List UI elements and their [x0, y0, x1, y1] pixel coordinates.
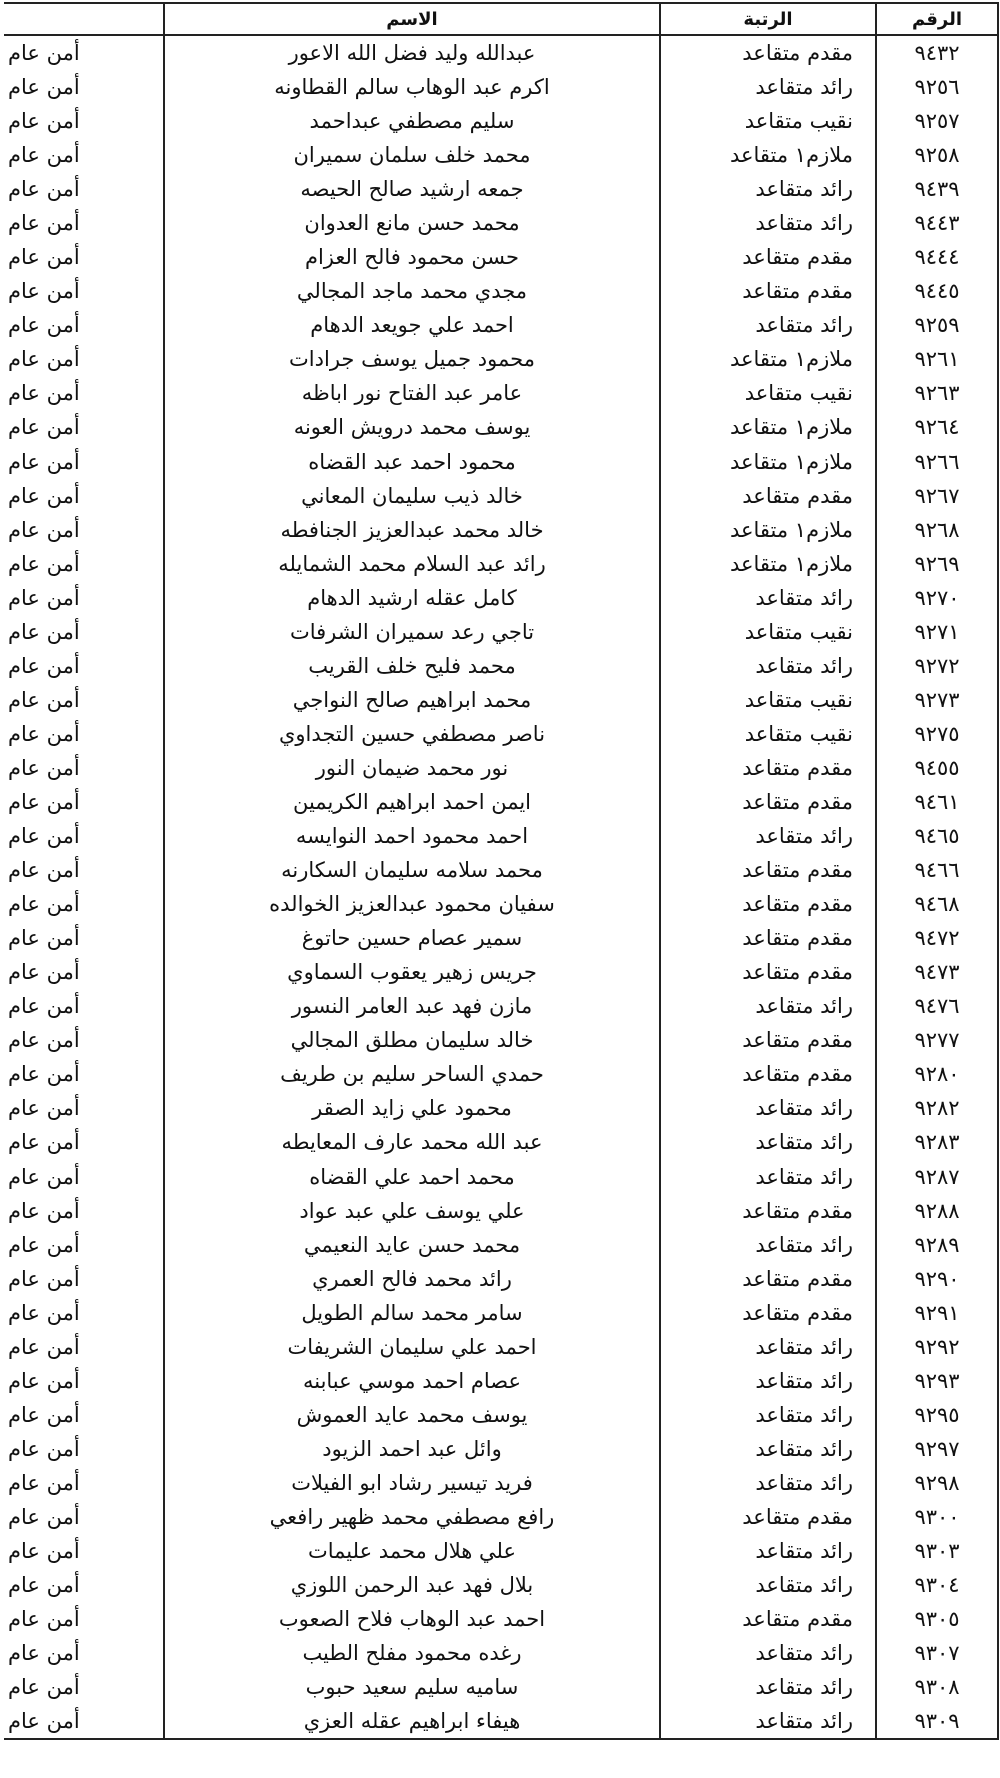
row-name: حسن محمود فالح العزام [164, 240, 660, 274]
row-rank: رائد متقاعد [660, 206, 876, 240]
row-rank: نقيب متقاعد [660, 376, 876, 410]
row-number: ٩٢٧٢ [876, 649, 998, 683]
table-row [4, 479, 998, 513]
table-row [4, 410, 998, 444]
row-number: ٩٤٦٨ [876, 887, 998, 921]
table-row [4, 1534, 998, 1568]
row-number: ٩٤٤٤ [876, 240, 998, 274]
row-number: ٩٢٥٩ [876, 308, 998, 342]
row-department: أمن عام [4, 955, 164, 989]
row-department: أمن عام [4, 683, 164, 717]
header-department [4, 3, 164, 35]
row-department: أمن عام [4, 342, 164, 376]
row-number: ٩٢٩٢ [876, 1330, 998, 1364]
header-number: الرقم [876, 3, 998, 35]
row-department: أمن عام [4, 1568, 164, 1602]
row-number: ٩٢٩٠ [876, 1262, 998, 1296]
row-name: رافع مصطفي محمد ظهير رافعي [164, 1500, 660, 1534]
table-row [4, 1398, 998, 1432]
row-number: ٩٣٠٣ [876, 1534, 998, 1568]
row-name: خالد ذيب سليمان المعاني [164, 479, 660, 513]
row-rank: مقدم متقاعد [660, 479, 876, 513]
row-rank: مقدم متقاعد [660, 921, 876, 955]
table-row [4, 921, 998, 955]
row-department: أمن عام [4, 547, 164, 581]
row-number: ٩٣٠٥ [876, 1602, 998, 1636]
table-row [4, 274, 998, 308]
row-department: أمن عام [4, 1398, 164, 1432]
table-header [4, 3, 998, 35]
row-rank: رائد متقاعد [660, 308, 876, 342]
row-number: ٩٣٠٨ [876, 1670, 998, 1704]
row-department: أمن عام [4, 1296, 164, 1330]
table-row [4, 1670, 998, 1704]
row-rank: ملازم١ متقاعد [660, 138, 876, 172]
row-rank: رائد متقاعد [660, 1636, 876, 1670]
row-number: ٩٢٧٠ [876, 581, 998, 615]
row-rank: رائد متقاعد [660, 1568, 876, 1602]
row-number: ٩٢٨٧ [876, 1160, 998, 1194]
row-rank: رائد متقاعد [660, 1091, 876, 1125]
table-row [4, 104, 998, 138]
table-row [4, 819, 998, 853]
row-name: محمد فليح خلف القريب [164, 649, 660, 683]
row-department: أمن عام [4, 1670, 164, 1704]
row-department: أمن عام [4, 1057, 164, 1091]
table-row [4, 581, 998, 615]
table-row [4, 308, 998, 342]
row-rank: ملازم١ متقاعد [660, 342, 876, 376]
row-number: ٩٢٦١ [876, 342, 998, 376]
table-row [4, 513, 998, 547]
row-name: سفيان محمود عبدالعزيز الخوالده [164, 887, 660, 921]
table-row [4, 138, 998, 172]
row-department: أمن عام [4, 376, 164, 410]
personnel-table [4, 2, 999, 1740]
row-rank: رائد متقاعد [660, 1228, 876, 1262]
row-rank: مقدم متقاعد [660, 240, 876, 274]
table-row [4, 615, 998, 649]
row-department: أمن عام [4, 513, 164, 547]
row-name: رائد عبد السلام محمد الشمايله [164, 547, 660, 581]
row-rank: مقدم متقاعد [660, 853, 876, 887]
row-rank: مقدم متقاعد [660, 1262, 876, 1296]
table-row [4, 1262, 998, 1296]
row-rank: رائد متقاعد [660, 1160, 876, 1194]
row-name: عبدالله وليد فضل الله الاعور [164, 35, 660, 70]
row-department: أمن عام [4, 1704, 164, 1739]
row-name: وائل عبد احمد الزيود [164, 1432, 660, 1466]
table-row [4, 1636, 998, 1670]
row-department: أمن عام [4, 35, 164, 70]
row-name: نور محمد ضيمان النور [164, 751, 660, 785]
row-department: أمن عام [4, 751, 164, 785]
row-department: أمن عام [4, 70, 164, 104]
row-department: أمن عام [4, 138, 164, 172]
row-name: محمد حسن مانع العدوان [164, 206, 660, 240]
row-department: أمن عام [4, 785, 164, 819]
row-rank: نقيب متقاعد [660, 615, 876, 649]
row-rank: رائد متقاعد [660, 1398, 876, 1432]
row-department: أمن عام [4, 1091, 164, 1125]
row-rank: ملازم١ متقاعد [660, 547, 876, 581]
row-rank: رائد متقاعد [660, 1432, 876, 1466]
row-department: أمن عام [4, 1125, 164, 1159]
row-rank: ملازم١ متقاعد [660, 445, 876, 479]
row-number: ٩٢٨٨ [876, 1194, 998, 1228]
row-rank: رائد متقاعد [660, 1125, 876, 1159]
row-rank: مقدم متقاعد [660, 1057, 876, 1091]
row-rank: رائد متقاعد [660, 1670, 876, 1704]
row-name: احمد عبد الوهاب فلاح الصعوب [164, 1602, 660, 1636]
row-number: ٩٢٩٧ [876, 1432, 998, 1466]
row-name: رائد محمد فالح العمري [164, 1262, 660, 1296]
row-name: محمد خلف سلمان سميران [164, 138, 660, 172]
row-department: أمن عام [4, 1228, 164, 1262]
row-department: أمن عام [4, 1602, 164, 1636]
row-number: ٩٤٦٦ [876, 853, 998, 887]
row-number: ٩٢٩١ [876, 1296, 998, 1330]
row-name: جمعه ارشيد صالح الحيصه [164, 172, 660, 206]
row-rank: رائد متقاعد [660, 172, 876, 206]
row-department: أمن عام [4, 1194, 164, 1228]
row-number: ٩٤٤٥ [876, 274, 998, 308]
row-rank: نقيب متقاعد [660, 104, 876, 138]
row-name: احمد علي جويعد الدهام [164, 308, 660, 342]
row-department: أمن عام [4, 615, 164, 649]
row-name: عبد الله محمد عارف المعايطه [164, 1125, 660, 1159]
row-name: احمد علي سليمان الشريفات [164, 1330, 660, 1364]
row-number: ٩٢٩٥ [876, 1398, 998, 1432]
row-department: أمن عام [4, 479, 164, 513]
row-number: ٩٤٦١ [876, 785, 998, 819]
row-name: علي هلال محمد عليمات [164, 1534, 660, 1568]
row-department: أمن عام [4, 410, 164, 444]
row-number: ٩٢٩٣ [876, 1364, 998, 1398]
row-name: جريس زهير يعقوب السماوي [164, 955, 660, 989]
row-rank: رائد متقاعد [660, 1704, 876, 1739]
row-number: ٩٢٧٧ [876, 1023, 998, 1057]
table-row [4, 751, 998, 785]
table-row [4, 1704, 998, 1739]
row-rank: ملازم١ متقاعد [660, 410, 876, 444]
table-row [4, 206, 998, 240]
row-name: محمود احمد عبد القضاه [164, 445, 660, 479]
row-rank: مقدم متقاعد [660, 1023, 876, 1057]
row-name: ناصر مصطفي حسين التجداوي [164, 717, 660, 751]
row-name: ايمن احمد ابراهيم الكريمين [164, 785, 660, 819]
row-number: ٩٢٩٨ [876, 1466, 998, 1500]
table-row [4, 240, 998, 274]
table-row [4, 717, 998, 751]
table-row [4, 172, 998, 206]
row-department: أمن عام [4, 274, 164, 308]
row-number: ٩٣٠٩ [876, 1704, 998, 1739]
row-number: ٩٤٣٩ [876, 172, 998, 206]
row-name: خالد محمد عبدالعزيز الجنافطه [164, 513, 660, 547]
row-department: أمن عام [4, 649, 164, 683]
row-rank: مقدم متقاعد [660, 785, 876, 819]
table-row [4, 1466, 998, 1500]
header-rank: الرتبة [660, 3, 876, 35]
row-rank: نقيب متقاعد [660, 717, 876, 751]
row-department: أمن عام [4, 172, 164, 206]
row-department: أمن عام [4, 853, 164, 887]
row-department: أمن عام [4, 206, 164, 240]
row-number: ٩٤٦٥ [876, 819, 998, 853]
table-row [4, 376, 998, 410]
row-rank: مقدم متقاعد [660, 751, 876, 785]
row-rank: رائد متقاعد [660, 1534, 876, 1568]
row-number: ٩٣٠٠ [876, 1500, 998, 1534]
row-rank: رائد متقاعد [660, 1364, 876, 1398]
table-row [4, 1023, 998, 1057]
row-name: علي يوسف علي عبد عواد [164, 1194, 660, 1228]
row-rank: رائد متقاعد [660, 649, 876, 683]
row-name: هيفاء ابراهيم عقله العزي [164, 1704, 660, 1739]
row-name: عامر عبد الفتاح نور اباظه [164, 376, 660, 410]
table-row [4, 1602, 998, 1636]
row-number: ٩٢٥٨ [876, 138, 998, 172]
table-row [4, 547, 998, 581]
row-number: ٩٣٠٧ [876, 1636, 998, 1670]
table-row [4, 955, 998, 989]
row-number: ٩٤٧٢ [876, 921, 998, 955]
row-department: أمن عام [4, 240, 164, 274]
table-row [4, 1500, 998, 1534]
row-name: اكرم عبد الوهاب سالم القطاونه [164, 70, 660, 104]
row-rank: مقدم متقاعد [660, 1602, 876, 1636]
table-row [4, 1330, 998, 1364]
row-name: محمد حسن عايد النعيمي [164, 1228, 660, 1262]
row-department: أمن عام [4, 1023, 164, 1057]
row-rank: رائد متقاعد [660, 989, 876, 1023]
table-row [4, 1364, 998, 1398]
row-number: ٩٢٧٣ [876, 683, 998, 717]
table-row [4, 445, 998, 479]
row-number: ٩٢٥٦ [876, 70, 998, 104]
row-number: ٩٢٨٢ [876, 1091, 998, 1125]
row-number: ٩٢٨٩ [876, 1228, 998, 1262]
row-department: أمن عام [4, 921, 164, 955]
row-rank: مقدم متقاعد [660, 955, 876, 989]
row-department: أمن عام [4, 1160, 164, 1194]
row-name: كامل عقله ارشيد الدهام [164, 581, 660, 615]
row-name: سليم مصطفي عبداحمد [164, 104, 660, 138]
table-row [4, 1057, 998, 1091]
row-rank: رائد متقاعد [660, 1330, 876, 1364]
row-name: مازن فهد عبد العامر النسور [164, 989, 660, 1023]
row-number: ٩٢٦٦ [876, 445, 998, 479]
row-number: ٩٢٧١ [876, 615, 998, 649]
row-name: محمود جميل يوسف جرادات [164, 342, 660, 376]
table-row [4, 35, 998, 70]
table-row [4, 649, 998, 683]
row-rank: ملازم١ متقاعد [660, 513, 876, 547]
row-rank: مقدم متقاعد [660, 274, 876, 308]
row-number: ٩٤٣٢ [876, 35, 998, 70]
table-row [4, 1228, 998, 1262]
row-rank: رائد متقاعد [660, 1466, 876, 1500]
row-department: أمن عام [4, 445, 164, 479]
row-rank: رائد متقاعد [660, 581, 876, 615]
table-row [4, 1432, 998, 1466]
row-number: ٩٢٥٧ [876, 104, 998, 138]
row-number: ٩٢٨٠ [876, 1057, 998, 1091]
row-number: ٩٢٧٥ [876, 717, 998, 751]
row-name: مجدي محمد ماجد المجالي [164, 274, 660, 308]
row-name: رغده محمود مفلح الطيب [164, 1636, 660, 1670]
table-row [4, 989, 998, 1023]
row-number: ٩٢٦٩ [876, 547, 998, 581]
row-department: أمن عام [4, 1262, 164, 1296]
row-rank: رائد متقاعد [660, 70, 876, 104]
table-row [4, 853, 998, 887]
row-rank: رائد متقاعد [660, 819, 876, 853]
row-number: ٩٤٤٣ [876, 206, 998, 240]
row-department: أمن عام [4, 1432, 164, 1466]
row-name: فريد تيسير رشاد ابو الفيلات [164, 1466, 660, 1500]
row-department: أمن عام [4, 1330, 164, 1364]
row-name: تاجي رعد سميران الشرفات [164, 615, 660, 649]
row-department: أمن عام [4, 887, 164, 921]
row-name: محمد سلامه سليمان السكارنه [164, 853, 660, 887]
row-department: أمن عام [4, 989, 164, 1023]
row-number: ٩٤٥٥ [876, 751, 998, 785]
row-department: أمن عام [4, 308, 164, 342]
row-department: أمن عام [4, 1466, 164, 1500]
row-number: ٩٢٦٨ [876, 513, 998, 547]
table-row [4, 1125, 998, 1159]
table-row [4, 785, 998, 819]
row-rank: مقدم متقاعد [660, 887, 876, 921]
row-name: محمود علي زايد الصقر [164, 1091, 660, 1125]
row-name: محمد احمد علي القضاه [164, 1160, 660, 1194]
row-number: ٩٣٠٤ [876, 1568, 998, 1602]
table-body [4, 35, 998, 1739]
row-number: ٩٢٨٣ [876, 1125, 998, 1159]
row-rank: مقدم متقاعد [660, 1194, 876, 1228]
row-name: خالد سليمان مطلق المجالي [164, 1023, 660, 1057]
row-name: احمد محمود احمد النوايسه [164, 819, 660, 853]
row-department: أمن عام [4, 717, 164, 751]
row-rank: نقيب متقاعد [660, 683, 876, 717]
table-row [4, 342, 998, 376]
row-rank: مقدم متقاعد [660, 1500, 876, 1534]
table-row [4, 683, 998, 717]
row-name: عصام احمد موسي عبابنه [164, 1364, 660, 1398]
header-name: الاسم [164, 3, 660, 35]
row-department: أمن عام [4, 1500, 164, 1534]
row-name: حمدي الساحر سليم بن طريف [164, 1057, 660, 1091]
row-department: أمن عام [4, 1636, 164, 1670]
table-row [4, 1091, 998, 1125]
table-row [4, 1568, 998, 1602]
table-row [4, 1296, 998, 1330]
row-department: أمن عام [4, 1364, 164, 1398]
row-number: ٩٢٦٧ [876, 479, 998, 513]
table-row [4, 70, 998, 104]
row-department: أمن عام [4, 1534, 164, 1568]
table-row [4, 1194, 998, 1228]
row-department: أمن عام [4, 104, 164, 138]
row-name: سامر محمد سالم الطويل [164, 1296, 660, 1330]
row-number: ٩٤٧٦ [876, 989, 998, 1023]
row-department: أمن عام [4, 819, 164, 853]
table-row [4, 887, 998, 921]
row-number: ٩٤٧٣ [876, 955, 998, 989]
row-rank: مقدم متقاعد [660, 35, 876, 70]
row-name: يوسف محمد درويش العونه [164, 410, 660, 444]
row-name: سمير عصام حسين حاتوغ [164, 921, 660, 955]
row-name: محمد ابراهيم صالح النواجي [164, 683, 660, 717]
table-row [4, 1160, 998, 1194]
row-rank: مقدم متقاعد [660, 1296, 876, 1330]
row-number: ٩٢٦٣ [876, 376, 998, 410]
row-number: ٩٢٦٤ [876, 410, 998, 444]
row-department: أمن عام [4, 581, 164, 615]
row-name: ساميه سليم سعيد حبوب [164, 1670, 660, 1704]
row-name: يوسف محمد عايد العموش [164, 1398, 660, 1432]
row-name: بلال فهد عبد الرحمن اللوزي [164, 1568, 660, 1602]
